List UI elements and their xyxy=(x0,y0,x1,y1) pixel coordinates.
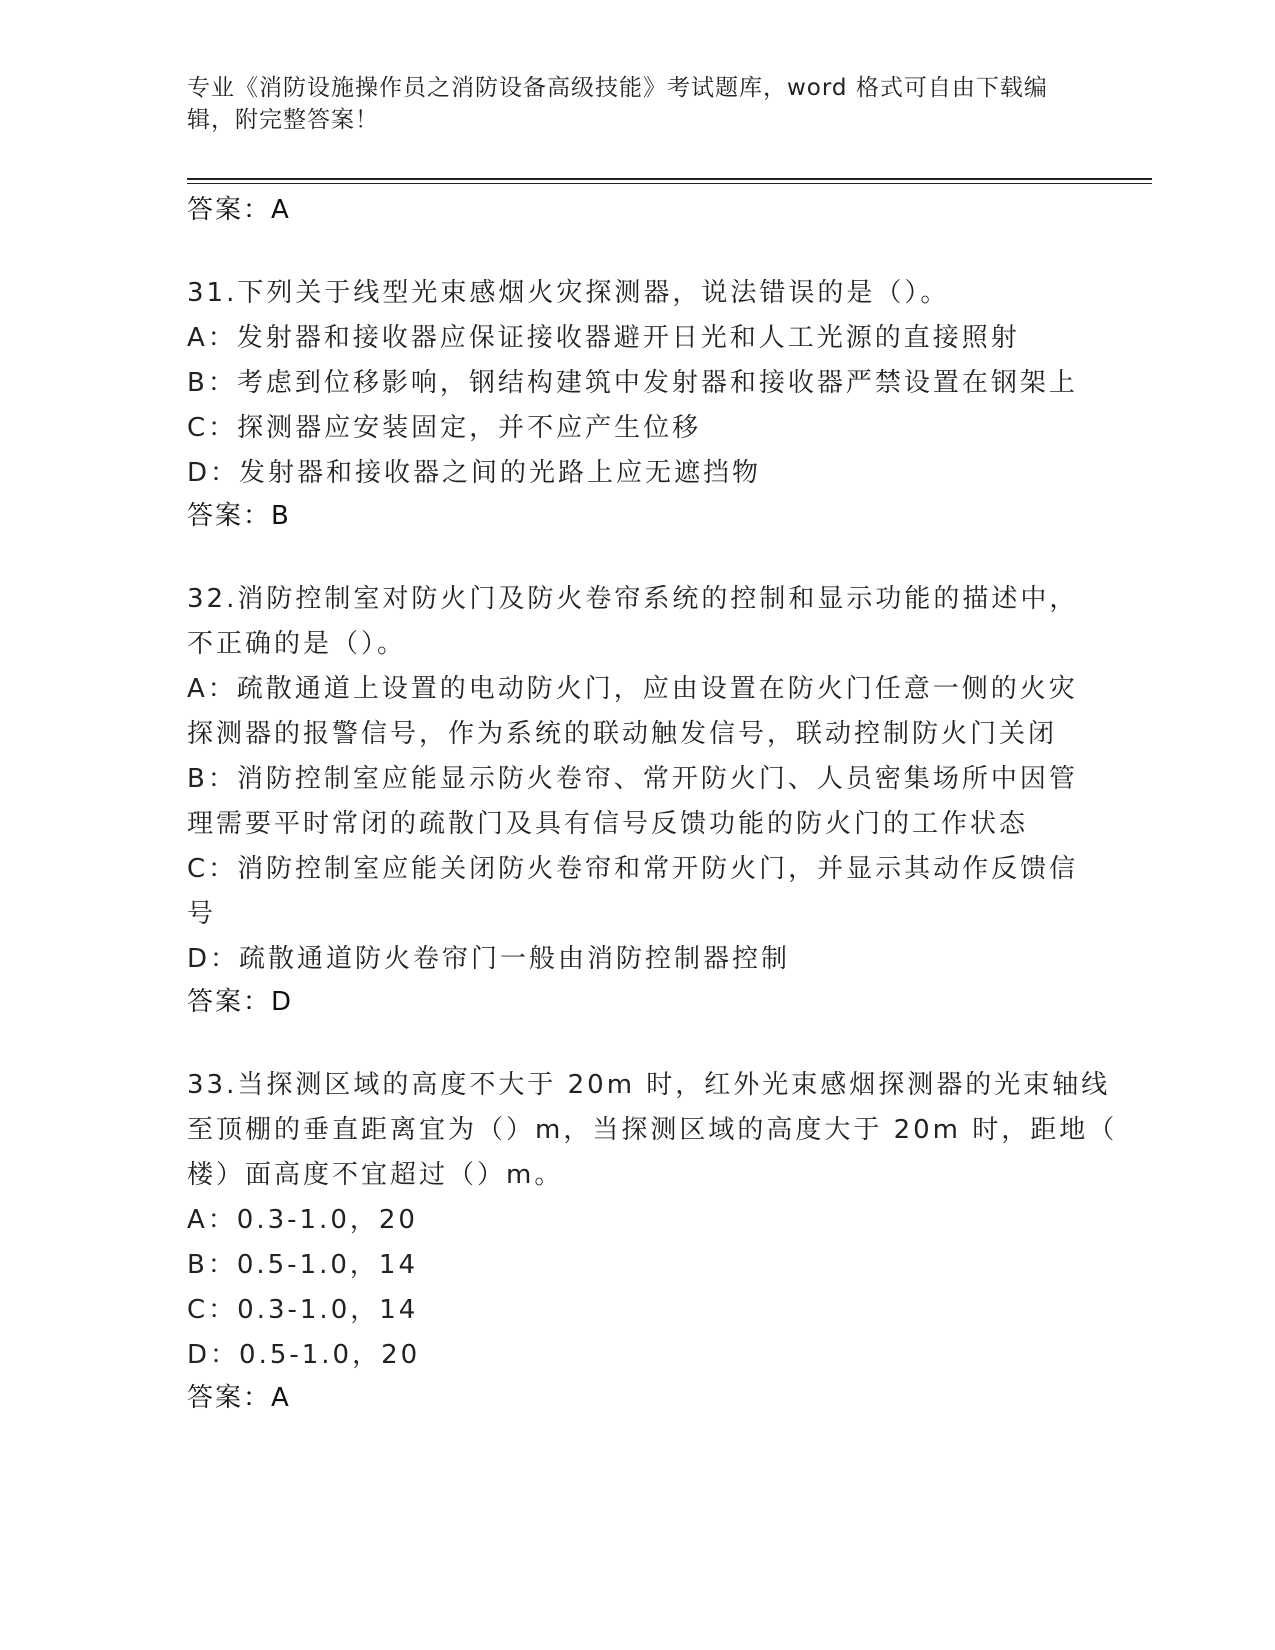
header-line-1: 专业《消防设施操作员之消防设备高级技能》考试题库，word 格式可自由下载编 xyxy=(187,75,1048,101)
question-content xyxy=(187,190,1118,1422)
option-b-continued: 理需要平时常闭的疏散门及具有信号反馈功能的防火门的工作状态 xyxy=(187,809,1029,839)
question-stem-line: 楼）面高度不宜超过（）m。 xyxy=(187,1160,564,1190)
option-c: C：探测器应安装固定，并不应产生位移 xyxy=(187,413,702,443)
question-stem-line: 33.当探测区域的高度不大于 20m 时，红外光束感烟探测器的光束轴线 xyxy=(187,1070,1111,1100)
answer-31: 答案：B xyxy=(187,501,291,531)
question-stem-line: 不正确的是（）。 xyxy=(187,629,407,659)
question-31 xyxy=(187,271,1077,540)
option-d: D：疏散通道防火卷帘门一般由消防控制器控制 xyxy=(187,944,791,974)
option-b: B：消防控制室应能显示防火卷帘、常开防火门、人员密集场所中因管 xyxy=(187,764,1078,794)
question-stem-line: 31.下列关于线型光束感烟火灾探测器，说法错误的是（）。 xyxy=(187,278,950,308)
option-c: C：0.3-1.0，14 xyxy=(187,1295,419,1325)
option-b: B：考虑到位移影响，钢结构建筑中发射器和接收器严禁设置在钢架上 xyxy=(187,368,1078,398)
header-rule-thin xyxy=(187,183,1152,184)
question-32 xyxy=(187,577,1077,1026)
option-d: D：发射器和接收器之间的光路上应无遮挡物 xyxy=(187,458,762,488)
header-line-2: 辑，附完整答案！ xyxy=(187,107,379,133)
question-stem-line: 至顶棚的垂直距离宜为（）m，当探测区域的高度大于 20m 时，距地（ xyxy=(187,1115,1118,1145)
option-a: A：0.3-1.0，20 xyxy=(187,1205,418,1235)
previous-answer: 答案：A xyxy=(187,195,291,225)
option-d: D：0.5-1.0，20 xyxy=(187,1340,421,1370)
header-rule-thick xyxy=(187,178,1152,180)
option-c-continued: 号 xyxy=(187,899,217,929)
answer-33: 答案：A xyxy=(187,1383,291,1413)
option-a: A：疏散通道上设置的电动防火门，应由设置在防火门任意一侧的火灾 xyxy=(187,674,1078,704)
document-header xyxy=(187,72,1067,136)
question-stem-line: 32.消防控制室对防火门及防火卷帘系统的控制和显示功能的描述中， xyxy=(187,584,1079,614)
option-a-continued: 探测器的报警信号，作为系统的联动触发信号，联动控制防火门关闭 xyxy=(187,719,1058,749)
answer-32: 答案：D xyxy=(187,987,294,1017)
option-a: A：发射器和接收器应保证接收器避开日光和人工光源的直接照射 xyxy=(187,323,1020,353)
question-33 xyxy=(187,1063,1118,1422)
option-c: C：消防控制室应能关闭防火卷帘和常开防火门，并显示其动作反馈信 xyxy=(187,854,1079,884)
option-b: B：0.5-1.0，14 xyxy=(187,1250,419,1280)
